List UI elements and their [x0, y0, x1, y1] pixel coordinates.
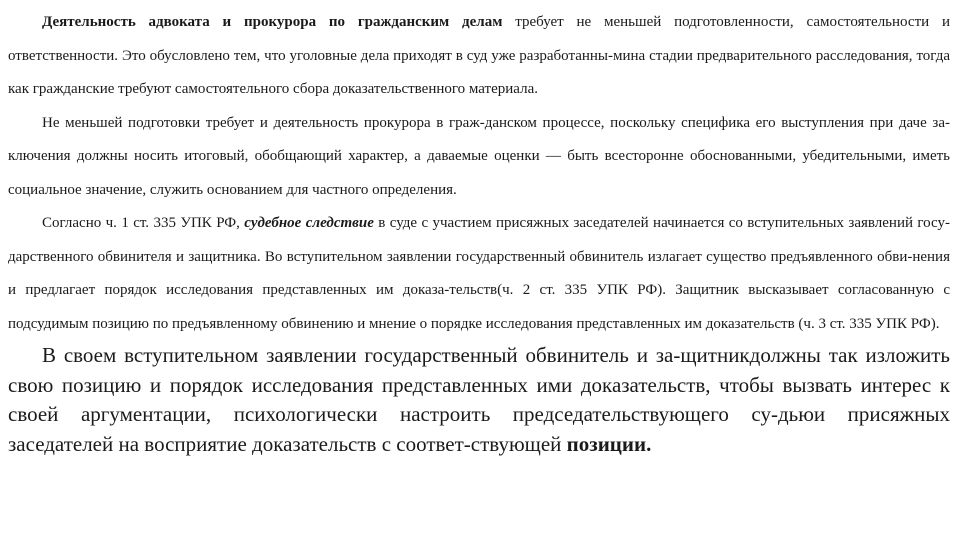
paragraph-body: в суде с участием присяжных заседателей начинается со вступительных заявлений госу-дарственного обвинителя и защитника. Во вступительном заявлении государственный обвинитель излагает существо предъявленного обви-нения и предлагает порядок исследования представленных им доказа-тельств(ч. 2 ст. 335 УПК РФ). Защитник высказывает согласованную с подсудимым позицию по предъявленному обвинению и мнение о порядке исследования представленных им доказательств (ч. 3 ст. 335 УПК РФ). [8, 215, 951, 332]
paragraph-prosecutor-preparation: Не меньшей подготовки требует и деятельность прокурора в граж-данском процессе, поскольку специфика его выступления при даче за-ключения должны носить итоговый, обобщающий характер, а даваемые оценки — быть всесторонне обоснованными, убедительными, иметь социальное значение, служить основанием для частного определения. [8, 114, 950, 198]
paragraph-opening-statement [8, 341, 950, 459]
paragraph-body: требует не меньшей подготовленности, самостоятельности и ответственности. Это обусловлено тем, что уголовные дела приходят в суд уже разработанны-мина стадии предварительного расследования, тогда как гражданские требуют самостоятельного сбора доказательственного материала. [8, 14, 950, 97]
paragraph-intro: Согласно ч. 1 ст. 335 УПК РФ, [42, 215, 245, 231]
paragraph-judicial-investigation [8, 207, 950, 341]
paragraph-lead-phrase: Деятельность адвоката и прокурора по гражданским делам [42, 14, 503, 30]
paragraph-tail: позиции. [566, 431, 652, 456]
emphasized-term: судебное следствие [244, 215, 374, 231]
paragraph-advocate-prosecutor [8, 6, 950, 107]
paragraph-body: В своем вступительном заявлении государственный обвинитель и за-щитникдолжны так изложить свою позицию и порядок исследования представленных ими доказательств, чтобы вызвать интерес к своей аргументации, психологически настроить председательствующего су-дьюи присяжных заседателей на восприятие доказательств с соответ-ствующей [8, 343, 950, 456]
